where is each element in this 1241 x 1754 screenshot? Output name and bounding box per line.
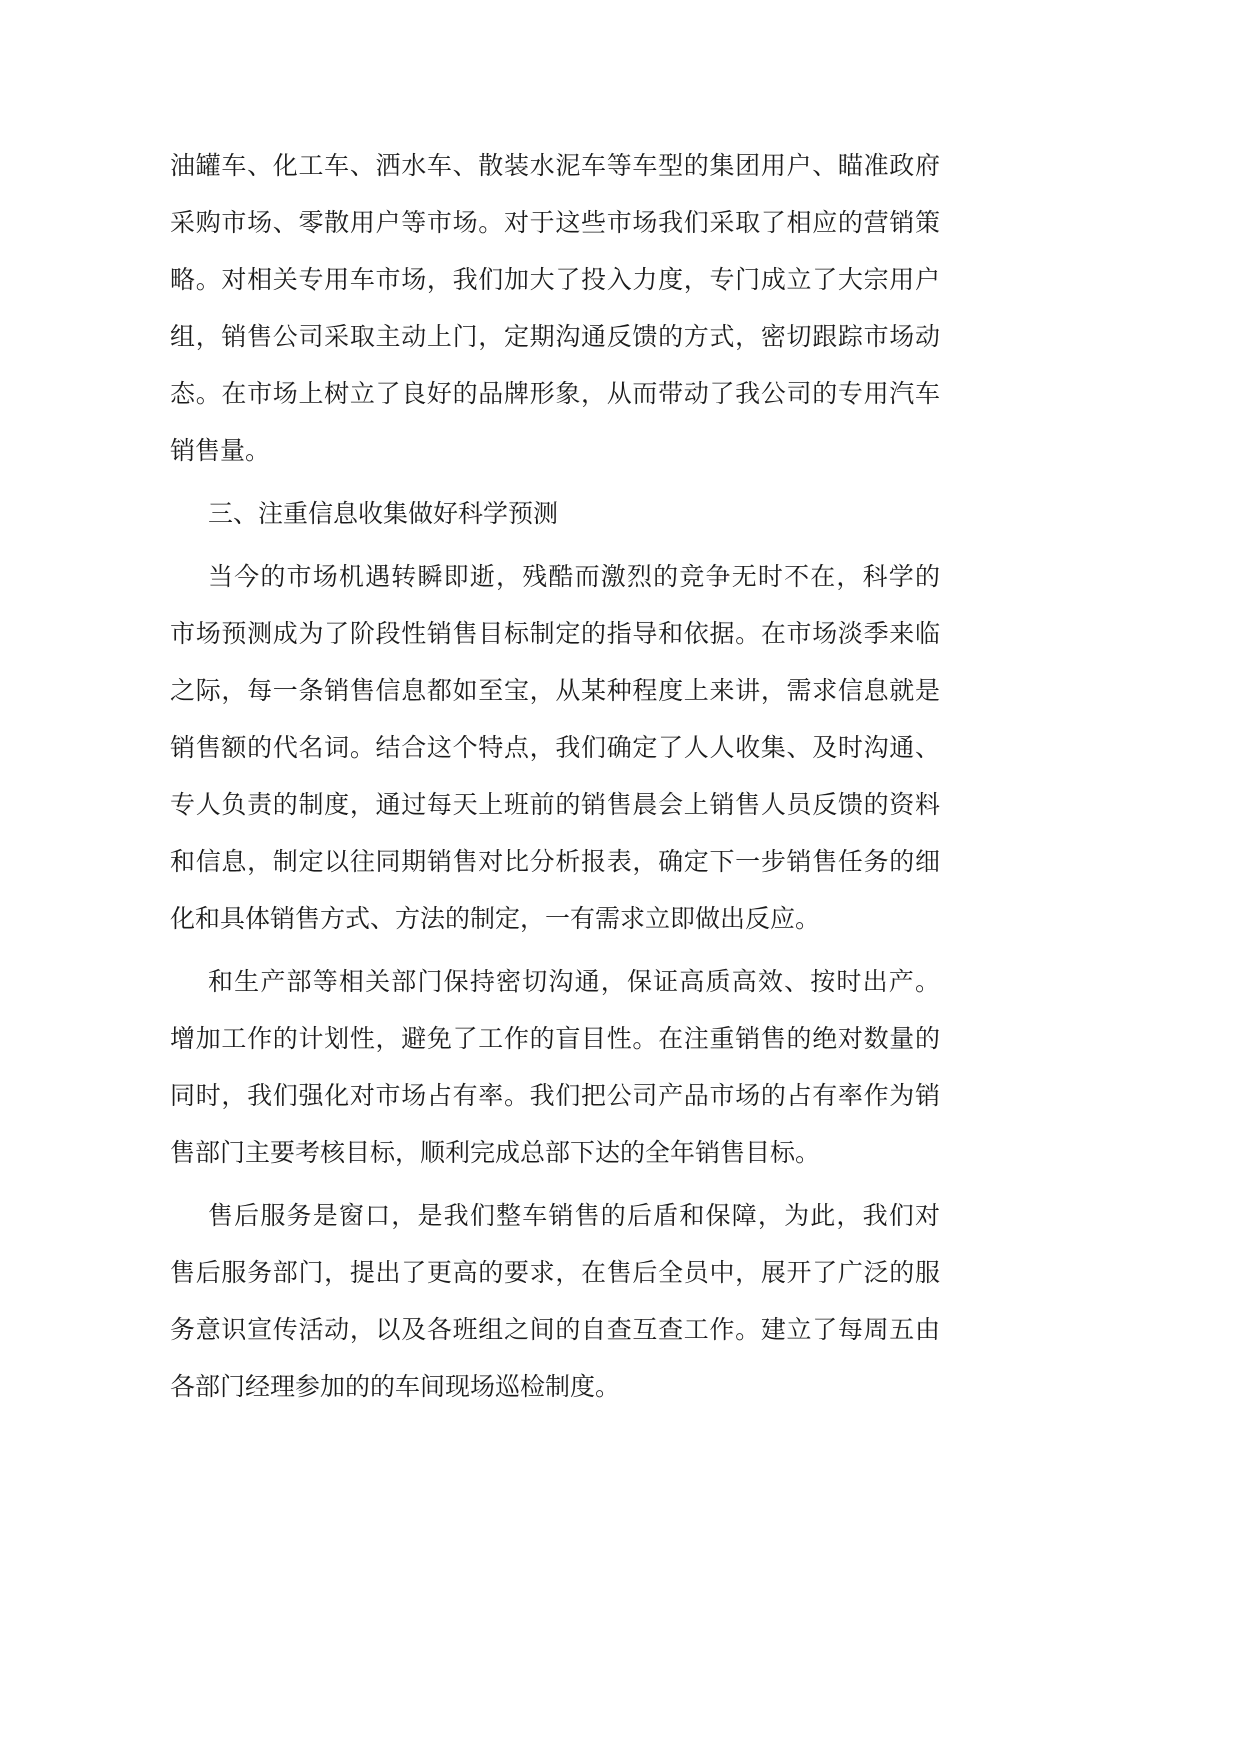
text-line: 售部门主要考核目标，顺利完成总部下达的全年销售目标。	[170, 1138, 821, 1167]
text-line: 务意识宣传活动，以及各班组之间的自查互查工作。建立了每周五由	[170, 1315, 940, 1344]
text-line: 专人负责的制度，通过每天上班前的销售晨会上销售人员反馈的资料	[170, 790, 940, 819]
text-line: 销售量。	[170, 436, 271, 465]
text-line: 态。在市场上树立了良好的品牌形象，从而带动了我公司的专用汽车	[170, 379, 940, 408]
paragraph	[170, 548, 940, 947]
paragraph	[170, 953, 940, 1181]
text-line: 销售额的代名词。结合这个特点，我们确定了人人收集、及时沟通、	[170, 733, 940, 762]
text-line: 售后服务部门，提出了更高的要求，在售后全员中，展开了广泛的服	[170, 1258, 940, 1287]
text-line: 和信息，制定以往同期销售对比分析报表，确定下一步销售任务的细	[170, 847, 940, 876]
text-line: 化和具体销售方式、方法的制定，一有需求立即做出反应。	[170, 904, 821, 933]
paragraph	[170, 1187, 940, 1415]
text-line: 之际，每一条销售信息都如至宝，从某种程度上来讲，需求信息就是	[170, 676, 940, 705]
section-heading-text: 三、注重信息收集做好科学预测	[208, 499, 559, 528]
text-line: 略。对相关专用车市场，我们加大了投入力度，专门成立了大宗用户	[170, 265, 940, 294]
text-line: 油罐车、化工车、洒水车、散装水泥车等车型的集团用户、瞄准政府	[170, 151, 940, 180]
text-line: 各部门经理参加的的车间现场巡检制度。	[170, 1372, 621, 1401]
text-line: 采购市场、零散用户等市场。对于这些市场我们采取了相应的营销策	[170, 208, 940, 237]
text-line: 同时，我们强化对市场占有率。我们把公司产品市场的占有率作为销	[170, 1081, 940, 1110]
text-line: 和生产部等相关部门保持密切沟通，保证高质高效、按时出产。	[208, 967, 940, 996]
text-line: 增加工作的计划性，避免了工作的盲目性。在注重销售的绝对数量的	[170, 1024, 940, 1053]
text-line: 市场预测成为了阶段性销售目标制定的指导和依据。在市场淡季来临	[170, 619, 940, 648]
section-heading	[170, 485, 940, 542]
text-line: 当今的市场机遇转瞬即逝，残酷而激烈的竞争无时不在，科学的	[208, 562, 940, 591]
paragraph	[170, 137, 940, 479]
document-body	[170, 137, 940, 1415]
text-line: 组，销售公司采取主动上门，定期沟通反馈的方式，密切跟踪市场动	[170, 322, 940, 351]
text-line: 售后服务是窗口，是我们整车销售的后盾和保障，为此，我们对	[208, 1201, 940, 1230]
